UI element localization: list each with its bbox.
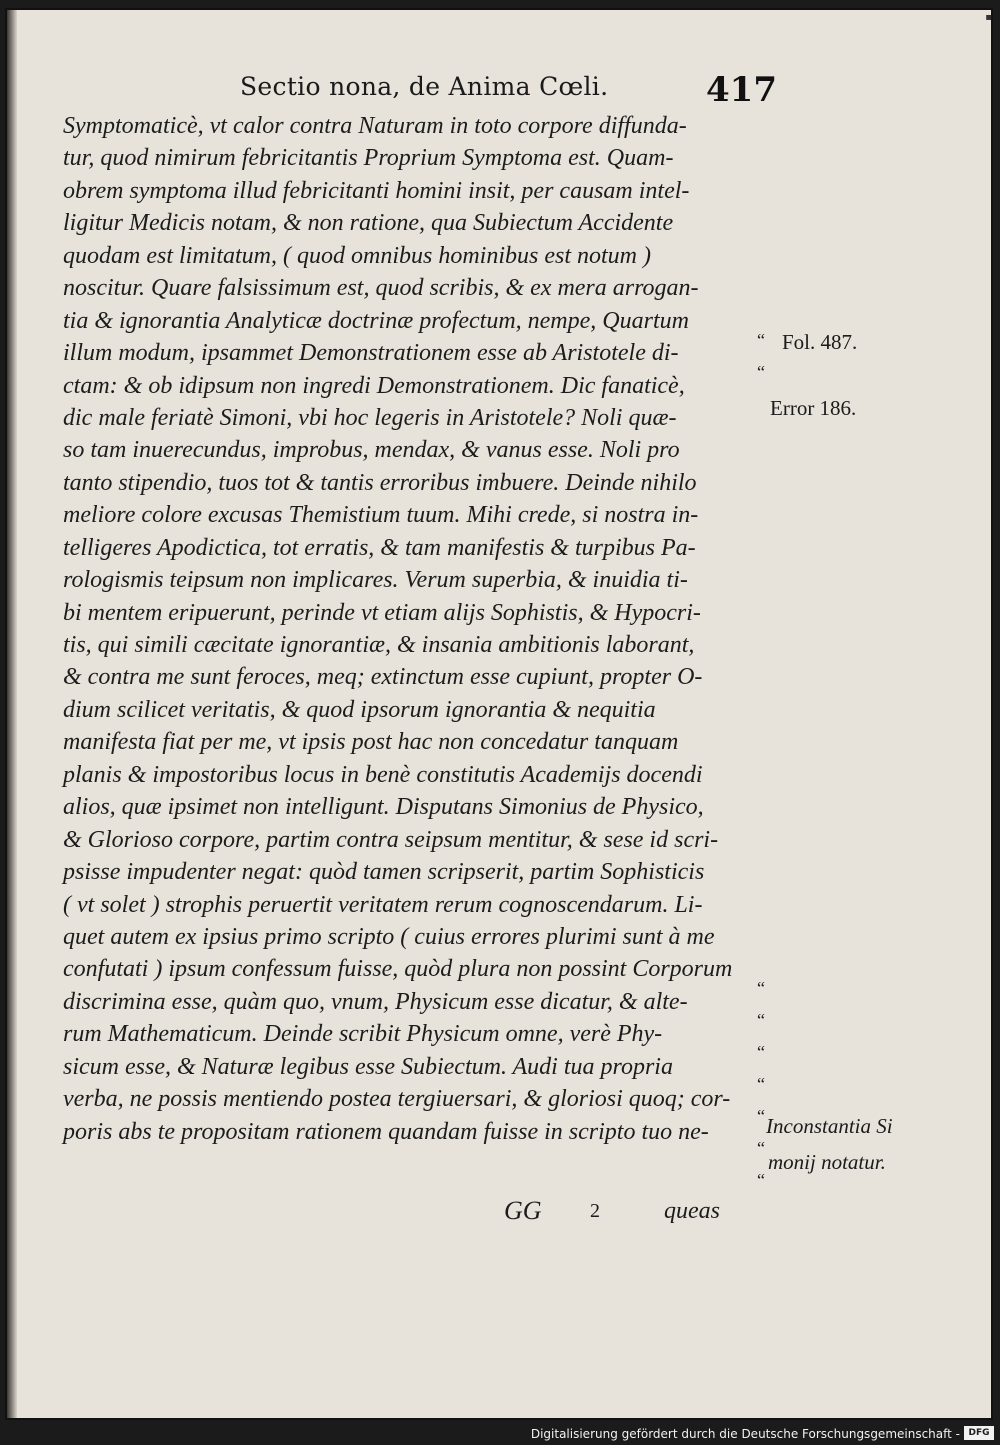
text-line: manifesta fiat per me, vt ipsis post hac non concedatur tanquam xyxy=(63,729,679,756)
margin-note-error: Error 186. xyxy=(770,396,857,420)
text-line: & contra me sunt feroces, meq; extinctum esse cupiunt, propter O- xyxy=(63,664,703,691)
text-line: rologismis teipsum non implicares. Verum superbia, & inuidia ti- xyxy=(63,567,688,594)
text-line: illum modum, ipsammet Demonstrationem esse ab Aristotele di- xyxy=(63,340,679,367)
text-line: alios, quæ ipsimet non intelligunt. Disputans Simonius de Physico, xyxy=(63,794,704,821)
text-line: verba, ne possis mentiendo postea tergiuersari, & gloriosi quoq; cor- xyxy=(63,1086,731,1113)
corner-mark: ▪ xyxy=(985,12,992,23)
text-line: poris abs te propositam rationem quandam fuisse in scripto tuo ne- xyxy=(63,1118,709,1145)
text-line: dic male feriatè Simoni, vbi hoc legeris in Aristotele? Noli quæ- xyxy=(63,404,677,431)
quote-mark: “ xyxy=(757,978,765,998)
text-line: noscitur. Quare falsissimum est, quod scribis, & ex mera arrogan- xyxy=(63,275,699,302)
margin-note-inconstantia-2: monij notatur. xyxy=(768,1150,886,1174)
text-line: bi mentem eripuerunt, perinde vt etiam alijs Sophistis, & Hypocri- xyxy=(63,599,701,626)
text-line: confutati ) ipsum confessum fuisse, quòd plura non possint Corporum xyxy=(63,956,733,983)
text-line: planis & impostoribus locus in benè constitutis Academijs docendi xyxy=(63,761,703,788)
text-line: tia & ignorantia Analyticæ doctrinæ profectum, nempe, Quartum xyxy=(63,307,689,334)
running-head: Sectio nona, de Anima Cœli. xyxy=(240,72,609,101)
dfg-logo: DFG xyxy=(964,1426,994,1440)
text-line: ctam: & ob idipsum non ingredi Demonstrationem. Dic fanaticè, xyxy=(63,372,685,399)
text-line: tur, quod nimirum febricitantis Proprium Symptoma est. Quam- xyxy=(63,145,674,172)
quote-mark: “ xyxy=(757,1010,765,1030)
text-line: obrem symptoma illud febricitanti homini insit, per causam intel- xyxy=(63,177,690,204)
catchword: queas xyxy=(664,1198,720,1224)
signature-mark: GG xyxy=(504,1196,542,1225)
text-line: quet autem ex ipsius primo scripto ( cuius errores plurimi sunt à me xyxy=(63,923,715,950)
text-line: ligitur Medicis notam, & non ratione, qua Subiectum Accidente xyxy=(63,210,674,237)
text-line: discrimina esse, quàm quo, vnum, Physicum esse dicatur, & alte- xyxy=(63,988,688,1015)
quote-mark: “ xyxy=(757,1042,765,1062)
text-line: Symptomaticè, vt calor contra Naturam in toto corpore diffunda- xyxy=(63,113,687,139)
quote-mark: “ xyxy=(757,1138,765,1158)
quote-mark: “ xyxy=(757,362,765,382)
text-line: ( vt solet ) strophis peruertit veritatem rerum cognoscendarum. Li- xyxy=(63,891,703,918)
quote-mark: “ xyxy=(757,330,765,350)
text-line: rum Mathematicum. Deinde scribit Physicum omne, verè Phy- xyxy=(63,1021,663,1048)
text-line: sicum esse, & Naturæ legibus esse Subiectum. Audi tua propria xyxy=(63,1053,673,1080)
funding-credit: Digitalisierung gefördert durch die Deutsche Forschungsgemeinschaft - xyxy=(530,1427,960,1441)
text-line: quodam est limitatum, ( quod omnibus hominibus est notum ) xyxy=(63,242,651,269)
signature-number: 2 xyxy=(590,1200,600,1222)
text-line: psisse impudenter negat: quòd tamen scripserit, partim Sophisticis xyxy=(63,859,705,886)
gutter-shadow xyxy=(7,10,17,1418)
body-text xyxy=(63,110,771,1148)
text-line: tanto stipendio, tuos tot & tantis erroribus imbuere. Deinde nihilo xyxy=(63,469,697,496)
text-line: meliore colore excusas Themistium tuum. Mihi crede, si nostra in- xyxy=(63,502,699,529)
text-line: & Glorioso corpore, partim contra seipsum mentitur, & sese id scri- xyxy=(63,826,719,853)
quote-mark: “ xyxy=(757,1106,765,1126)
margin-note-inconstantia-1: Inconstantia Si xyxy=(766,1114,893,1138)
text-line: so tam inuerecundus, improbus, mendax, & vanus esse. Noli pro xyxy=(63,437,680,464)
page-number: 417 xyxy=(706,70,777,110)
quote-mark: “ xyxy=(757,1074,765,1094)
text-line: telligeres Apodictica, tot erratis, & tam manifestis & turpibus Pa- xyxy=(63,534,696,561)
margin-note-fol: Fol. 487. xyxy=(782,330,858,354)
quote-mark: “ xyxy=(757,1170,765,1190)
text-line: tis, qui simili cæcitate ignorantiæ, & insania ambitionis laborant, xyxy=(63,632,695,658)
text-line: dium scilicet veritatis, & quod ipsorum ignorantia & nequitia xyxy=(63,696,656,723)
